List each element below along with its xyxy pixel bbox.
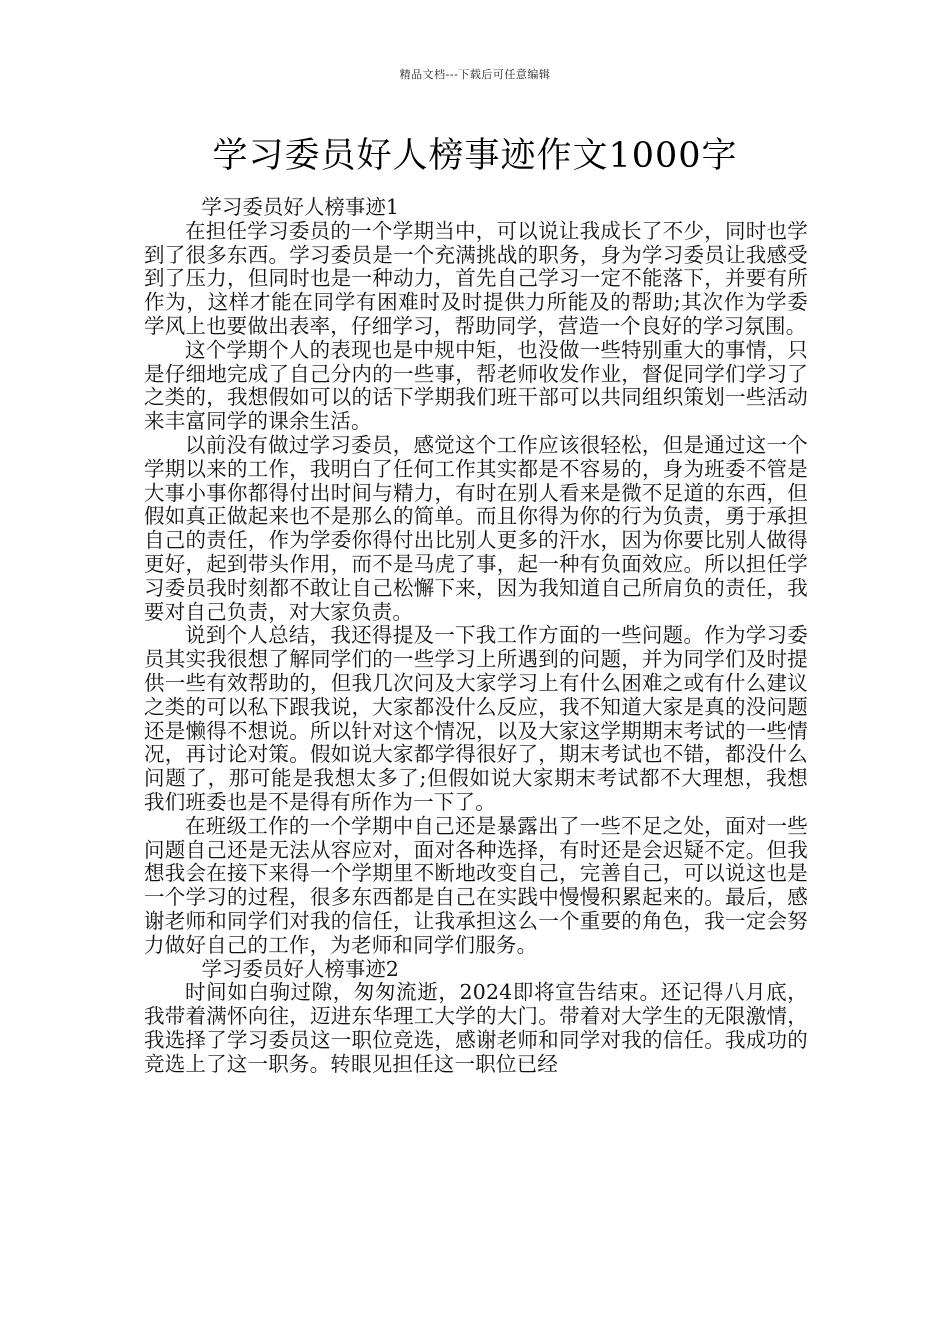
- paragraph: 在担任学习委员的一个学期当中，可以说让我成长了不少，同时也学到了很多东西。学习委员是一个充满挑战的职务，身为学习委员让我感受到了压力，但同时也是一种动力，首先自己学习一定不能落下，并要有所作为，这样才能在同学有困难时及时提供力所能及的帮助;其次作为学委学风上也要做出表率，仔细学习，帮助同学，营造一个良好的学习氛围。: [144, 218, 808, 338]
- paragraph: 以前没有做过学习委员，感觉这个工作应该很轻松，但是通过这一个学期以来的工作，我明白了任何工作其实都是不容易的，身为班委不管是大事小事你都得付出时间与精力，有时在别人看来是微不足道的东西，但假如真正做起来也不是那么的简单。而且你得为你的行为负责，勇于承担自己的责任，作为学委你得付出比别人更多的汗水，因为你要比别人做得更好，起到带头作用，而不是马虎了事，起一种有负面效应。所以担任学习委员我时刻都不敢让自己松懈下来，因为我知道自己所肩负的责任，我要对自己负责，对大家负责。: [144, 432, 808, 624]
- header-note: 精品文档---下载后可任意编辑: [399, 68, 551, 81]
- section-heading: 学习委员好人榜事迹1: [201, 195, 399, 219]
- paragraph: 在班级工作的一个学期中自己还是暴露出了一些不足之处，面对一些问题自己还是无法从容应对，面对各种选择，有时还是会迟疑不定。但我想我会在接下来得一个学期里不断地改变自己，完善自己，可以说这也是一个学习的过程，很多东西都是自己在实践中慢慢积累起来的。最后，感谢老师和同学们对我的信任，让我承担这么一个重要的角色，我一定会努力做好自己的工作，为老师和同学们服务。: [144, 813, 808, 957]
- section: [144, 196, 808, 958]
- document-body: [144, 196, 808, 1076]
- section-heading: 学习委员好人榜事迹2: [201, 956, 399, 981]
- paragraph: 说到个人总结，我还得提及一下我工作方面的一些问题。作为学习委员其实我很想了解同学们的一些学习上所遇到的问题，并为同学们及时提供一些有效帮助的，但我几次问及大家学习上有什么困难之或有什么建议之类的可以私下跟我说，大家都没什么反应，我不知道大家是真的没问题还是懒得不想说。所以针对这个情况，以及大家这学期期末考试的一些情况，再讨论对策。假如说大家都学得很好了，期末考试也不错，都没什么问题了，那可能是我想太多了;但假如说大家期末考试都不大理想，我想我们班委也是不是得有所作为一下了。: [144, 623, 808, 814]
- section: [144, 958, 808, 1077]
- paragraph: 这个学期个人的表现也是中规中矩，也没做一些特别重大的事情，只是仔细地完成了自己分内的一些事，帮老师收发作业，督促同学们学习了之类的，我想假如可以的话下学期我们班干部可以共同组织策划一些活动来丰富同学的课余生活。: [144, 337, 808, 434]
- document-title: 学习委员好人榜事迹作文1000字: [212, 136, 738, 176]
- paragraph: 时间如白驹过隙，匆匆流逝，2024即将宣告结束。还记得八月底，我带着满怀向往，迈进东华理工大学的大门。带着对大学生的无限激情，我选择了学习委员这一职位竞选，感谢老师和同学对我的信任。我成功的竞选上了这一职务。转眼见担任这一职位已经: [144, 980, 808, 1076]
